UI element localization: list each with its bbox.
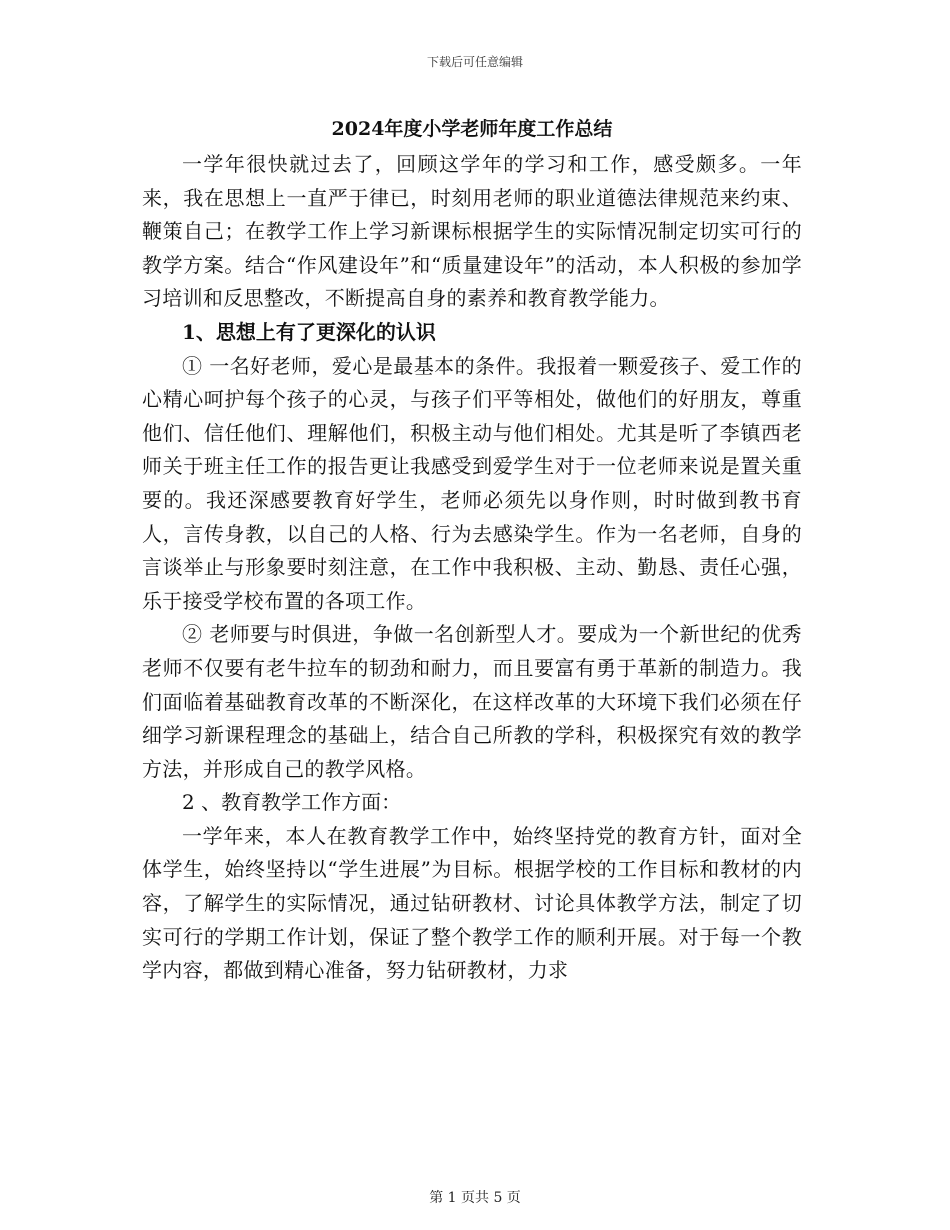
page-footer-number: 第 1 页共 5 页 — [429, 1190, 521, 1206]
page-header-note: 下载后可任意编辑 — [426, 55, 523, 69]
section-1-heading: 1、思想上有了更深化的认识 — [182, 319, 436, 344]
section-2-paragraph-1: 一学年来，本人在教育教学工作中，始终坚持党的教育方针，面对全体学生，始终坚持以“学生进展”为目标。根据学校的工作目标和教材的内容，了解学生的实际情况，通过钻研教材、讨论具体教学方法，制定了切实可行的学期工作计划，保证了整个教学工作的顺利开展。对于每一个教学内容，都做到精心准备，努力钻研教材，力求 — [142, 823, 802, 983]
section-2-heading: 2 、教育教学工作方面： — [182, 790, 402, 815]
section-1-paragraph-1: ① 一名好老师，爱心是最基本的条件。我报着一颗爱孩子、爱工作的心精心呵护每个孩子的心灵，与孩子们平等相处，做他们的好朋友，尊重他们、信任他们、理解他们，积极主动与他们相处。尤其是听了李镇西老师关于班主任工作的报告更让我感受到爱学生对于一位老师来说是置关重要的。我还深感要教育好学生，老师必须先以身作则，时时做到教书育人，言传身教，以自己的人格、行为去感染学生。作为一名老师，自身的言谈举止与形象要时刻注意，在工作中我积极、主动、勤恳、责任心强，乐于接受学校布置的各项工作。 — [142, 353, 802, 613]
document-body — [142, 110, 802, 988]
intro-paragraph: 一学年很快就过去了，回顾这学年的学习和工作，感受颇多。一年来，我在思想上一直严于律已，时刻用老师的职业道德法律规范来约束、鞭策自己；在教学工作上学习新课标根据学生的实际情况制定切实可行的教学方案。结合“作风建设年”和“质量建设年”的活动，本人积极的参加学习培训和反思整改，不断提高自身的素养和教育教学能力。 — [142, 152, 802, 311]
document-title: 2024年度小学老师年度工作总结 — [331, 118, 613, 140]
section-1-paragraph-2: ② 老师要与时俱进，争做一名创新型人才。要成为一个新世纪的优秀老师不仅要有老牛拉车的韧劲和耐力，而且要富有勇于革新的制造力。我们面临着基础教育改革的不断深化，在这样改革的大环境下我们必须在仔细学习新课程理念的基础上，结合自己所教的学科，积极探究有效的教学方法，并形成自己的教学风格。 — [142, 622, 802, 781]
